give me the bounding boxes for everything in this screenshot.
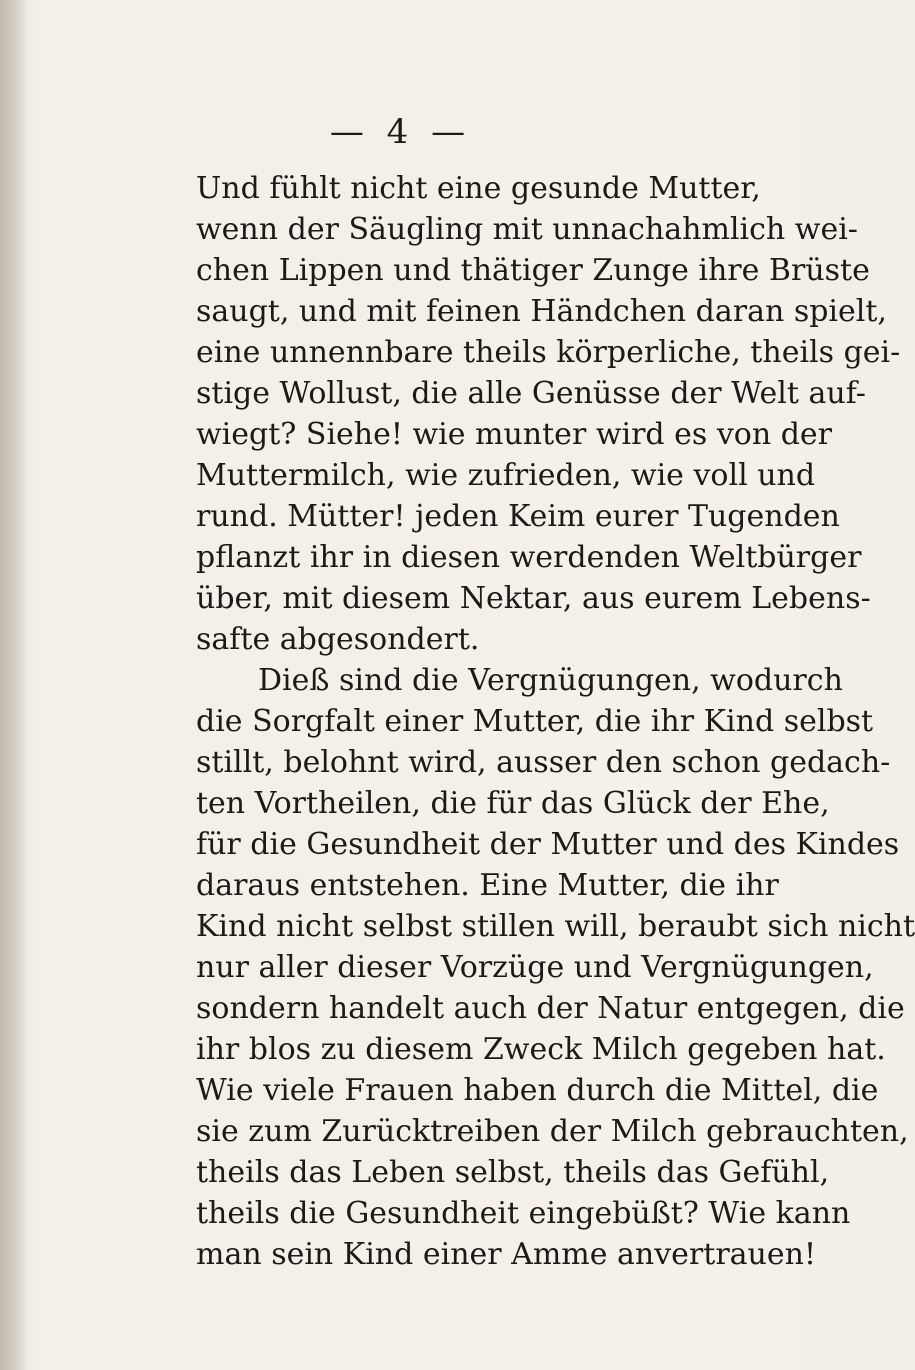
text-line: eine unnennbare theils körperliche, theils gei- (196, 335, 901, 370)
text-line: ihr blos zu diesem Zweck Milch gegeben hat. (196, 1032, 886, 1067)
text-line: daraus entstehen. Eine Mutter, die ihr (196, 868, 779, 903)
binding-gutter (0, 0, 28, 1370)
text-line: wenn der Säugling mit unnachahmlich wei- (196, 212, 858, 247)
text-line: theils das Leben selbst, theils das Gefühl, (196, 1155, 830, 1190)
body-text (196, 168, 915, 1275)
text-line: wiegt? Siehe! wie munter wird es von der (196, 417, 833, 452)
text-line: nur aller dieser Vorzüge und Vergnügungen, (196, 950, 874, 985)
text-line: saugt, und mit feinen Händchen daran spielt, (196, 294, 887, 329)
text-line: ten Vortheilen, die für das Glück der Ehe, (196, 786, 830, 821)
text-line: sondern handelt auch der Natur entgegen, die (196, 991, 905, 1026)
text-line: chen Lippen und thätiger Zunge ihre Brüste (196, 253, 870, 288)
text-line: safte abgesondert. (196, 622, 480, 657)
text-line: stige Wollust, die alle Genüsse der Welt auf- (196, 376, 866, 411)
page-number: — 4 — (329, 112, 472, 152)
text-line: die Sorgfalt einer Mutter, die ihr Kind selbst (196, 704, 874, 739)
text-line: rund. Mütter! jeden Keim eurer Tugenden (196, 499, 840, 534)
text-line: über, mit diesem Nektar, aus eurem Lebens- (196, 581, 871, 616)
text-line: Und fühlt nicht eine gesunde Mutter, (196, 171, 761, 206)
text-line: sie zum Zurücktreiben der Milch gebrauchten, (196, 1114, 909, 1149)
text-line: Wie viele Frauen haben durch die Mittel, die (196, 1073, 879, 1108)
text-line: Muttermilch, wie zufrieden, wie voll und (196, 458, 816, 493)
text-line: theils die Gesundheit eingebüßt? Wie kann (196, 1196, 851, 1231)
text-line: stillt, belohnt wird, ausser den schon gedach- (196, 745, 891, 780)
text-line: pflanzt ihr in diesen werdenden Weltbürger (196, 540, 862, 575)
text-line: für die Gesundheit der Mutter und des Kindes (196, 827, 900, 862)
text-line: Kind nicht selbst stillen will, beraubt sich nicht (196, 909, 915, 944)
text-line: man sein Kind einer Amme anvertrauen! (196, 1237, 816, 1272)
text-line: Dieß sind die Vergnügungen, wodurch (258, 663, 843, 698)
